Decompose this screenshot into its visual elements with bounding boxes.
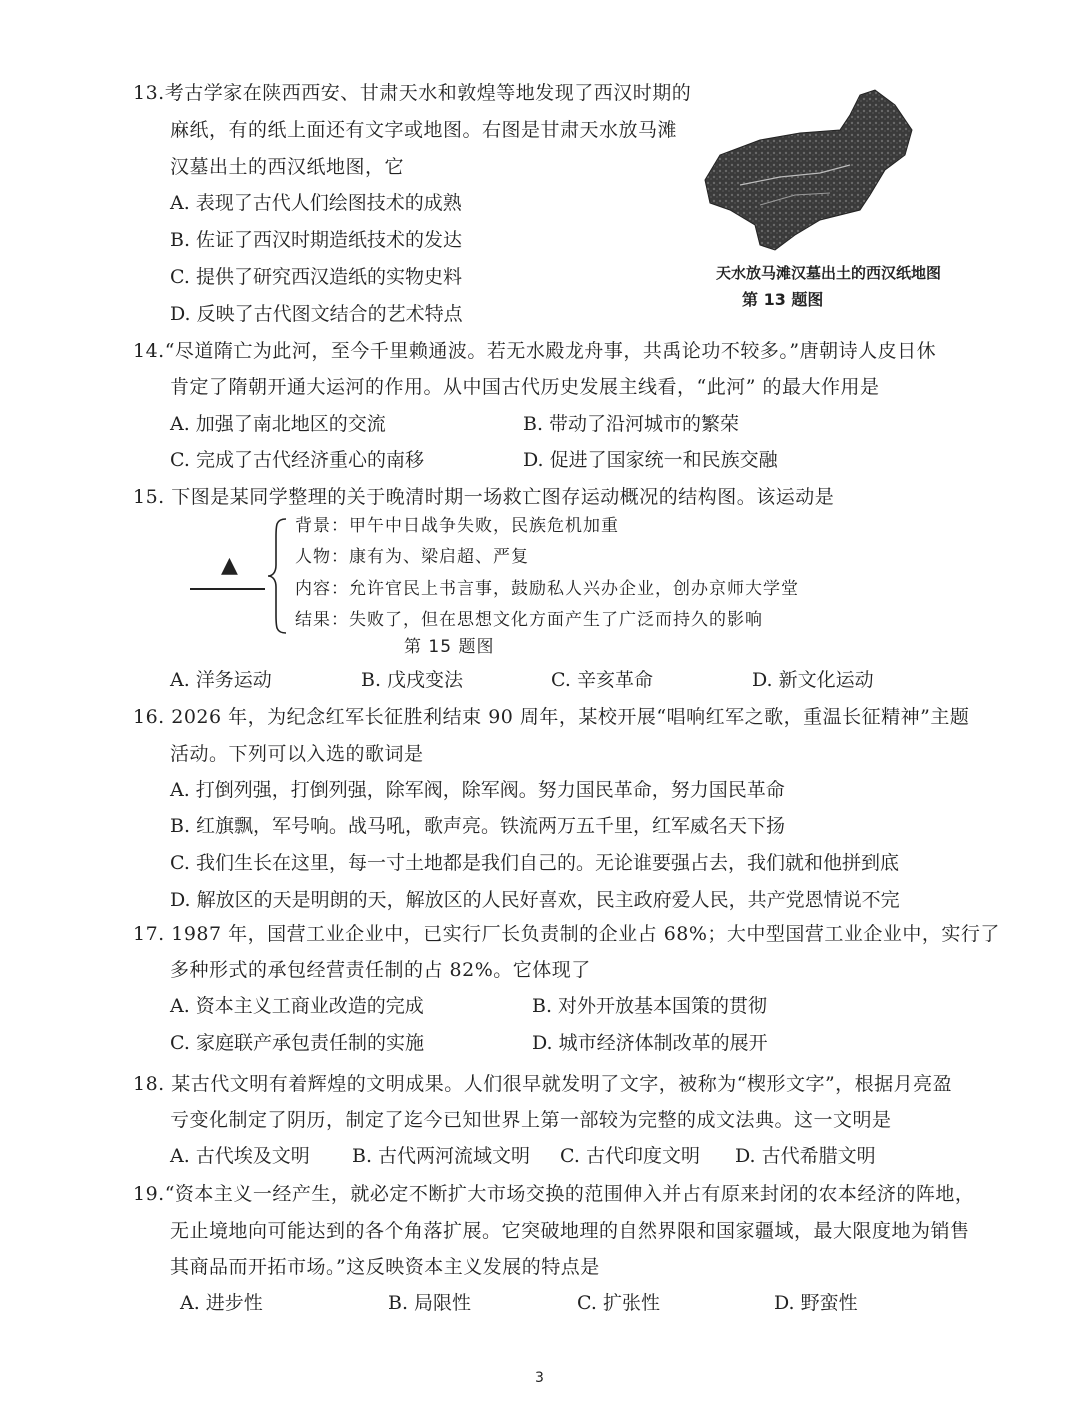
- q14-option-b: B. 带动了沿河城市的繁荣: [523, 413, 740, 435]
- q18-option-c: C. 古代印度文明: [560, 1145, 700, 1167]
- q13-figure-label: 第 13 题图: [742, 290, 824, 309]
- q13-stem-line3: 汉墓出土的西汉纸地图，它: [170, 156, 405, 178]
- q14-option-d: D. 促进了国家统一和民族交融: [523, 449, 778, 471]
- answer-blank-line: [190, 588, 265, 590]
- q14-option-c: C. 完成了古代经济重心的南移: [170, 449, 424, 471]
- q18-stem-line2: 亏变化制定了阴历，制定了迄今已知世界上第一部较为完整的成文法典。这一文明是: [170, 1109, 892, 1131]
- q15-option-b: B. 戊戌变法: [361, 669, 464, 691]
- q19-option-d: D. 野蛮性: [774, 1292, 858, 1314]
- q17-option-b: B. 对外开放基本国策的贯彻: [532, 995, 768, 1017]
- q17-stem-line2: 多种形式的承包经营责任制的占 82%。它体现了: [170, 959, 591, 981]
- q17-option-a: A. 资本主义工商业改造的完成: [170, 995, 424, 1017]
- q19-stem-line3: 其商品而开拓市场。”这反映资本主义发展的特点是: [170, 1256, 600, 1278]
- structure-result: 结果：失败了，但在思想文化方面产生了广泛而持久的影响: [295, 610, 763, 630]
- q15-stem: 15. 下图是某同学整理的关于晚清时期一场救亡图存运动概况的结构图。该运动是: [133, 486, 835, 508]
- q16-option-d: D. 解放区的天是明朗的天，解放区的人民好喜欢，民主政府爱人民，共产党恩情说不完: [170, 889, 900, 911]
- q16-stem-line2: 活动。下列可以入选的歌词是: [170, 743, 424, 765]
- q13-option-c: C. 提供了研究西汉造纸的实物史料: [170, 266, 462, 288]
- q16-option-c: C. 我们生长在这里，每一寸土地都是我们自己的。无论谁要强占去，我们就和他拼到底: [170, 852, 899, 874]
- q14-stem-line2: 肯定了隋朝开通大运河的作用。从中国古代历史发展主线看，“此河” 的最大作用是: [170, 376, 880, 398]
- q16-option-b: B. 红旗飘，军号响。战马吼，歌声亮。铁流两万五千里，红军威名天下扬: [170, 815, 786, 837]
- q13-stem-line1: 13.考古学家在陕西西安、甘肃天水和敦煌等地发现了西汉时期的: [133, 82, 692, 104]
- q19-stem-line1: 19.“资本主义一经产生，就必定不断扩大市场交换的范围伸入并占有原来封闭的农本经济的阵地，: [133, 1183, 975, 1205]
- q15-option-c: C. 辛亥革命: [551, 669, 653, 691]
- q14-stem-line1: 14.“尽道隋亡为此河，至今千里赖通波。若无水殿龙舟事，共禹论功不较多。”唐朝诗人皮日休: [133, 340, 937, 362]
- page-number: 3: [535, 1370, 544, 1386]
- q16-stem-line1: 16. 2026 年，为纪念红军长征胜利结束 90 周年，某校开展“唱响红军之歌，重温长征精神”主题: [133, 706, 970, 728]
- structure-content: 内容：允许官民上书言事，鼓励私人兴办企业，创办京师大学堂: [295, 579, 799, 599]
- q17-stem-line1: 17. 1987 年，国营工业企业中，已实行厂长负责制的企业占 68%；大中型国营工业企业中，实行了: [133, 923, 1000, 945]
- q18-option-b: B. 古代两河流域文明: [352, 1145, 531, 1167]
- q15-option-a: A. 洋务运动: [170, 669, 272, 691]
- structure-people: 人物：康有为、梁启超、严复: [295, 547, 529, 567]
- q18-option-a: A. 古代埃及文明: [170, 1145, 310, 1167]
- q13-option-b: B. 佐证了西汉时期造纸技术的发达: [170, 229, 463, 251]
- structure-brace: [266, 517, 288, 635]
- q19-option-a: A. 进步性: [180, 1292, 263, 1314]
- q15-figure-label: 第 15 题图: [404, 637, 495, 657]
- q14-option-a: A. 加强了南北地区的交流: [170, 413, 386, 435]
- paper-map-image: [700, 85, 915, 255]
- answer-blank-triangle: ▲: [221, 553, 238, 578]
- q18-option-d: D. 古代希腊文明: [735, 1145, 876, 1167]
- q15-option-d: D. 新文化运动: [752, 669, 874, 691]
- q19-option-c: C. 扩张性: [577, 1292, 660, 1314]
- q17-option-c: C. 家庭联产承包责任制的实施: [170, 1032, 424, 1054]
- structure-background: 背景：甲午中日战争失败，民族危机加重: [295, 516, 619, 536]
- q18-stem-line1: 18. 某古代文明有着辉煌的文明成果。人们很早就发明了文字，被称为“楔形文字”，根据月亮盈: [133, 1073, 953, 1095]
- q13-stem-line2: 麻纸，有的纸上面还有文字或地图。右图是甘肃天水放马滩: [170, 119, 678, 141]
- q17-option-d: D. 城市经济体制改革的展开: [532, 1032, 768, 1054]
- q16-option-a: A. 打倒列强，打倒列强，除军阀，除军阀。努力国民革命，努力国民革命: [170, 779, 785, 801]
- q19-option-b: B. 局限性: [388, 1292, 472, 1314]
- q13-option-d: D. 反映了古代图文结合的艺术特点: [170, 303, 463, 325]
- q13-image-caption: 天水放马滩汉墓出土的西汉纸地图: [716, 264, 942, 282]
- q19-stem-line2: 无止境地向可能达到的各个角落扩展。它突破地理的自然界限和国家疆域，最大限度地为销售: [170, 1220, 970, 1242]
- q13-option-a: A. 表现了古代人们绘图技术的成熟: [170, 192, 462, 214]
